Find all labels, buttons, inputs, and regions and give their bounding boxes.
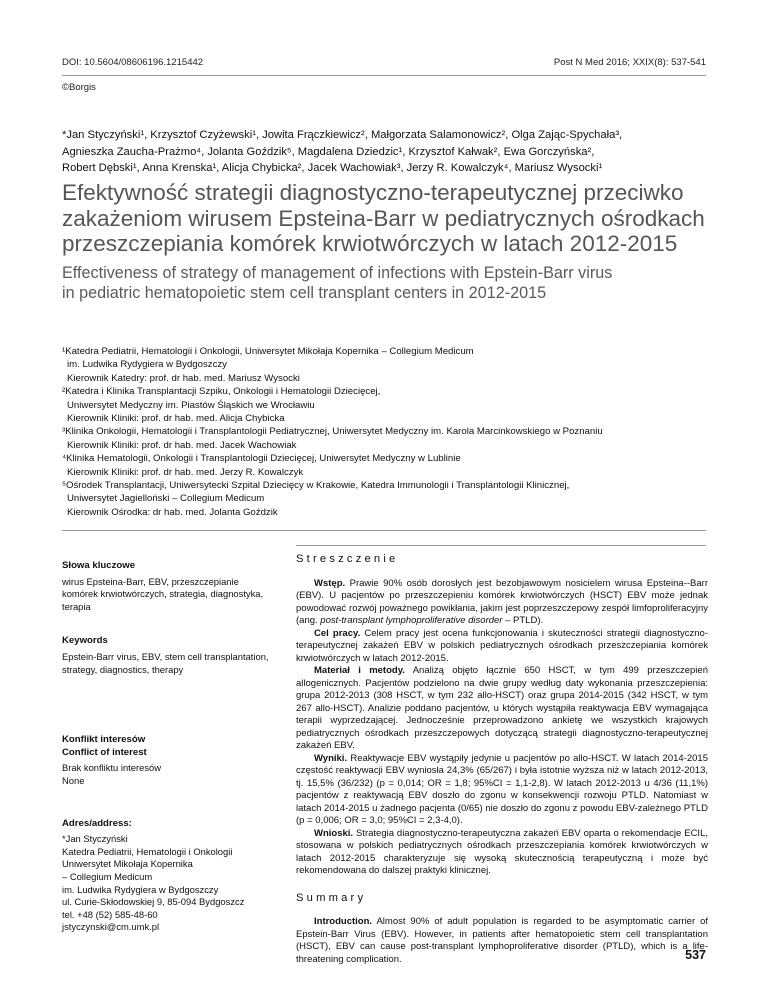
conflict-english-text: None — [62, 774, 85, 786]
article-title-polish — [62, 180, 722, 257]
article-title-english — [62, 263, 722, 303]
affiliation-line: Kierownik Ośrodka: dr hab. med. Jolanta Goździk — [67, 506, 278, 518]
title-line: Effectiveness of strategy of management of infections with Epstein-Barr virus — [62, 264, 613, 282]
paragraph-text: Celem pracy jest ocena funkcjonowania i skuteczności strategii diagnostyczno-terapeutycznej zakażeń EBV w polskich pediatrycznych ośrodkach przeszczepiania komórek krwiotwórczych w latach 2012-2015. — [296, 627, 708, 664]
abstract-paragraph — [296, 628, 708, 666]
conflict-polish-text: Brak konfliktu interesów — [62, 762, 162, 774]
address-line: Uniwersytet Mikołaja Kopernika — [62, 858, 193, 870]
author-line: *Jan Styczyński¹, Krzysztof Czyżewski¹, Jowita Frączkiewicz², Małgorzata Salamonowicz², Olga Zając-Spychała³, — [62, 129, 623, 141]
abstract-paragraph — [296, 578, 708, 628]
paragraph-text: Almost 90% of adult population is regarded to be asymptomatic carrier of Epstein-Barr Virus (EBV). However, in patients after hematopoietic stem cell transplantation (HSCT), EBV can cause post-transplant lymphoproliferative disorder (PTLD), which is a life-threatening complication. — [296, 916, 708, 965]
abstract-polish-heading: Streszczenie — [296, 553, 399, 565]
title-line: in pediatric hematopoietic stem cell transplant centers in 2012-2015 — [62, 284, 547, 302]
page-number: 537 — [685, 948, 706, 962]
affiliation-line: ⁵Ośrodek Transplantacji, Uniwersytecki Szpital Dziecięcy w Krakowie, Katedra Immunologii i Transplantologii Klinicznej, — [62, 480, 570, 492]
sidebar — [62, 560, 277, 934]
abstract-paragraph — [296, 916, 708, 966]
paragraph-label: Materiał i metody. — [314, 665, 405, 676]
abstract-english-heading: Summary — [296, 891, 367, 904]
paragraph-label: Cel pracy. — [314, 627, 361, 639]
address-line: tel. +48 (52) 585-48-60 — [62, 908, 158, 920]
paragraph-label: Wstęp. — [314, 577, 346, 589]
affiliation-line: Kierownik Katedry: prof. dr hab. med. Mariusz Wysocki — [67, 372, 300, 384]
keywords-english-heading: Keywords — [62, 635, 108, 647]
address-heading: Adres/address: — [62, 817, 132, 829]
paragraph-text: – PTLD). — [502, 615, 544, 626]
title-line: Efektywność strategii diagnostyczno-terapeutycznej przeciwko — [62, 180, 684, 205]
affiliations — [62, 345, 722, 519]
correspondence-address — [62, 818, 277, 934]
doi-label: DOI: 10.5604/08606196.1215442 — [62, 57, 204, 68]
affiliation-line: ²Katedra i Klinika Transplantacji Szpiku, Onkologii i Hematologii Dziecięcej, — [62, 386, 381, 398]
abstract-divider — [296, 545, 706, 546]
paragraph-text: Prawie 90% osób dorosłych jest bezobjawowym nosicielem wirusa Epsteina--Barr (EBV). U pacjentów po przeszczepieniu komórek krwiotwórczych (HSCT) EBV może jednak powodować rozwój poważnego powikłania, jakim jest poprzeszczepowy zespół limfoproliferacyjny (ang. — [296, 577, 708, 626]
affiliation-line: ⁴Klinika Hematologii, Onkologii i Transplantologii Dziecięcej, Uniwersytet Medyczny w Lublinie — [62, 453, 461, 465]
author-list — [62, 127, 712, 177]
affiliation-line: Kierownik Kliniki: prof. dr hab. med. Jerzy R. Kowalczyk — [67, 466, 304, 478]
citation-label: Post N Med 2016; XXIX(8): 537-541 — [553, 57, 706, 68]
conflict-heading-english: Conflict of interest — [62, 746, 147, 758]
address-line: im. Ludwika Rydygiera w Bydgoszczy — [62, 883, 219, 895]
paragraph-text: Strategia diagnostyczno-terapeutyczna zakażeń EBV oparta o rekomendacje ECIL, stosowana w polskich pediatrycznych ośrodkach przeszczepiania komórek krwiotwórczych w latach 2012-2015 charakteryzuje się wysoką skutecznością terapeutyczną i może być rekomendowana do dalszej praktyki klinicznej. — [296, 827, 708, 876]
affiliation-line: Kierownik Kliniki: prof. dr hab. med. Alicja Chybicka — [67, 413, 285, 425]
keywords-english — [62, 635, 277, 676]
abstract-paragraph — [296, 665, 708, 753]
keywords-polish — [62, 560, 277, 613]
affiliation-line: ³Klinika Onkologii, Hematologii i Transplantologii Pediatrycznej, Uniwersytet Medyczny im. Karola Marcinkowskiego w Poznaniu — [62, 426, 603, 438]
address-line: – Collegium Medicum — [62, 870, 153, 882]
conflict-of-interest — [62, 734, 277, 787]
affiliation-line: Uniwersytet Medyczny im. Piastów Śląskich we Wrocławiu — [67, 399, 315, 411]
affiliation-line: im. Ludwika Rydygiera w Bydgoszczy — [67, 359, 227, 371]
affiliation-line: ¹Katedra Pediatrii, Hematologii i Onkologii, Uniwersytet Mikołaja Kopernika – Collegium Medicum — [62, 346, 474, 357]
paragraph-text: Reaktywacje EBV wystąpiły jedynie u pacjentów po allo-HSCT. W latach 2014-2015 częstość reaktywacji EBV wyniosła 24,3% (65/267) i była istotnie wyższa niż w latach 2012-2013, tj. 15,5% (36/232) (p = 0,014; OR = 1,8; 95%CI = 1,1-2,8). W latach 2012-2013 u 4/36 (11,1%) pacjentów z reaktywacją EBV doszło do zgonu w konsekwencji rozwoju PTLD. Natomiast w latach 2014-2015 u żadnego pacjenta (0/65) nie doszło do zgonu z powodu EBV-zależnego PTLD (p = 0,006; OR = 3,0; 95%CI = 2,3-4,0). — [296, 752, 708, 826]
conflict-heading-polish: Konflikt interesów — [62, 734, 146, 746]
section-divider — [62, 530, 706, 531]
title-line: zakażeniom wirusem Epsteina-Barr w pediatrycznych ośrodkach — [62, 205, 705, 231]
address-line: *Jan Styczyński — [62, 833, 128, 845]
paragraph-label: Wyniki. — [314, 752, 348, 764]
keywords-polish-heading: Słowa kluczowe — [62, 560, 136, 571]
header-divider — [62, 75, 706, 76]
address-line: Katedra Pediatrii, Hematologii i Onkologii — [62, 845, 233, 857]
paragraph-label: Introduction. — [314, 916, 373, 927]
abstract-paragraph — [296, 828, 708, 878]
publisher-label: ©Borgis — [62, 82, 96, 93]
keywords-english-text: Epstein-Barr virus, EBV, stem cell transplantation, strategy, diagnostics, therapy — [62, 650, 269, 675]
affiliation-line: Kierownik Kliniki: prof. dr hab. med. Jacek Wachowiak — [67, 439, 297, 451]
address-email[interactable]: jstyczynski@cm.umk.pl — [62, 921, 160, 933]
author-line: Robert Dębski¹, Anna Krenska¹, Alicja Chybicka², Jacek Wachowiak³, Jerzy R. Kowalczyk⁴, Mariusz Wysocki¹ — [62, 162, 603, 174]
address-line: ul. Curie-Skłodowskiej 9, 85-094 Bydgoszcz — [62, 896, 245, 908]
paragraph-italic: post-transplant lymphoproliferative disorder — [320, 615, 503, 626]
keywords-polish-text: wirus Epsteina-Barr, EBV, przeszczepianie komórek krwiotwórczych, strategia, diagnostyka, terapia — [62, 575, 264, 612]
author-line: Agnieszka Zaucha-Prażmo⁴, Jolanta Goździk⁵, Magdalena Dziedzic¹, Krzysztof Kałwak², Ewa Gorczyńska², — [62, 145, 595, 158]
abstract-paragraph — [296, 753, 708, 828]
title-line: przeszczepiania komórek krwiotwórczych w latach 2012-2015 — [62, 231, 678, 256]
abstract-column — [296, 553, 708, 966]
affiliation-line: Uniwersytet Jagielloński – Collegium Medicum — [67, 493, 265, 505]
paragraph-label: Wnioski. — [314, 827, 354, 839]
paragraph-text: Analizą objęto łącznie 650 HSCT, w tym 499 przeszczepień allogenicznych. Pacjentów podzielono na dwie grupy według daty wykonania przeszczepienia: grupa 2012-2013 (308 HSCT, w tym 232 allo-HSCT) oraz grupa 2014-2015 (342 HSCT, w tym 267 allo-HSCT). Analizie poddano pacjentów, u których wystąpiła reaktywacja EBV wymagająca terapii wyprzedzającej. Jednocześnie przeprowadzono ankietę we wszystkich krajowych pediatrycznych ośrodkach przeszczepowych dotyczącą strategii diagnostyczno-terapeutycznej zakażeń EBV. — [296, 665, 708, 751]
